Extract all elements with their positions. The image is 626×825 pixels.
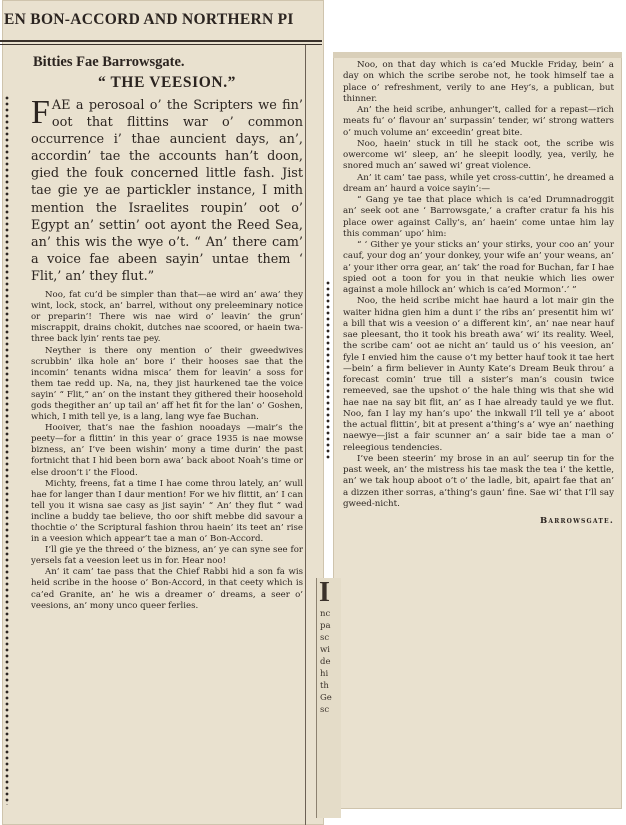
- paragraph: Noo, the heid scribe micht hae haurd a lot mair gin the waiter hidna gien him a dunt i’ the ribs an’ presentit him wi’ a bill that wis a veesion o’ a different kin’, an’ nae near hauf sae pleesant, tho it took his breath awa’ wi’ its reality. Weel, the scribe cam’ oot ae nicht an’ tauld us o’ his veesion, an’ fyle I envied him the cause o’t my better hauf took it tae hert—bein’ a firm believer in Aunty Kate’s Dream Beuk throu’ a forecast comin’ true till a sister’s man’s cousin twice remeeved, sae the upshot o’ the hale thing wis that she wid hae nae na say bit flit, an’ as I hae already tauld ye we flut. Noo, fan I lay my han’s upo’ the inkwall I’ll tell ye a’ aboot the actual flittin’, bit at present a’thing’s a’ wye an’ naething naewye—jist a fair scunner an’ a sair bide tae a man o’ releegious tendencies.: [343, 296, 614, 453]
- paragraph: Noo, fat cu’d be simpler than that—ae wird an’ awa’ they wint, lock, stock, an’ barrel, without ony preleeminary notice or preparin’! There wis nae wird o’ leavin’ the grun’ miscrappit, drains chokit, dutches nae scoored, or haein twa-three back lyin’ rents tae pey.: [31, 290, 303, 345]
- paragraph: Hooiver, that’s nae the fashion nooadays —mair’s the peety—for a flittin’ in this year o’ grace 1935 is nae mowse bizness, an’ I’ve been wishin’ mony a time durin’ the past fortnicht that I hid been born awa’ back aboot Noah’s time or else droon’t i’ the Flood.: [31, 423, 303, 478]
- paragraph: An’ it cam’ tae pass, while yet cross-cuttin’, he dreamed a dream an’ haurd a voice sayin’:—: [343, 172, 614, 194]
- sliver-line: sc: [320, 705, 330, 715]
- sliver-line: hi: [320, 669, 329, 679]
- column-rule: [305, 45, 306, 825]
- right-column: [343, 60, 614, 526]
- paragraph: Michty, freens, fat a time I hae come throu lately, an’ wull hae for langer than I daur mention! For we hiv flittit, an’ I can tell you it wisna sae casy as jist sayin’ “ An’ they flut ” wad incline a buddy tae believe, tho oor shift mebbe did savour a thochtie o’ the Scriptural fashion throu haein’ its teet an’ rise in a veesion which appear’t tae a man o’ Bon-Accord.: [31, 478, 303, 545]
- sliver-line: Ge: [320, 693, 332, 703]
- quoted-paragraph: “ Gang ye tae that place which is ca’ed Drumnadroggit an’ seek oot ane ‘ Barrowsgate,’ a crafter cratur fa his his place ower against Cally’s, an’ haein’ come untae him lay this comman’ upo’ him:: [343, 195, 614, 239]
- left-column: [31, 48, 303, 612]
- dotted-border-right: [325, 280, 331, 460]
- masthead-rule: [0, 44, 322, 45]
- article-headline: Bitties Fae Barrowsgate.: [33, 54, 185, 70]
- drop-cap: F: [31, 94, 50, 131]
- sliver-line: de: [320, 657, 331, 667]
- sliver-line: th: [320, 681, 329, 691]
- newspaper-masthead: [0, 0, 322, 42]
- quoted-paragraph: “ ‘ Gither ye your sticks an’ your stirks, your coo an’ your cauf, your dog an’ your donkey, your wife an’ your weans, an’ a’ your ither orra gear, an’ tak’ the road for Buchan, far I hae spied oot a toon for you in that neukie which lies ower against a mole hillock an’ which is ca’ed Mormon’.’ ”: [343, 240, 614, 295]
- adjacent-column-sliver: [316, 578, 341, 818]
- sliver-line: pa: [320, 621, 331, 631]
- sliver-initial: I: [319, 578, 330, 608]
- paragraph: Neyther is there ony mention o’ their gweedwives scrubbin’ ilka hole an’ bore i’ their hooses sae that the incomin’ tenants widna misca’ them for leavin’ a soss for them tae redd up. Na, na, they jist haurkened tae the voice sayin’ “ Flit,” an’ on the instant they githered their hoosehold gods thegither an’ up tail an’ aff het fit for the lan’ o’ Goshen, which, I mith tell ye, is a lang, lang wye fae Buchan.: [31, 345, 303, 423]
- sliver-line: nc: [320, 609, 331, 619]
- sliver-line: wi: [320, 645, 330, 655]
- paragraph: An’ the heid scribe, anhunger’t, called for a repast—rich meats fu’ o’ flavour an’ surpassin’ tender, wi’ strong watters o’ much volume an’ exceedin’ great bite.: [343, 105, 614, 138]
- paragraph: I’ll gie ye the threed o’ the bizness, an’ ye can syne see for yersels fat a veesion leet us in for. Hear noo!: [31, 545, 303, 567]
- masthead-text: EN BON-ACCORD AND NORTHERN PI: [4, 11, 294, 28]
- author-signoff: Barrowsgate.: [540, 516, 614, 526]
- paragraph: Noo, haein’ stuck in till he stack oot, the scribe wis owercome wi’ sleep, an’ he sleepit loodly, yea, verily, he snored much an’ sawed wi’ great violence.: [343, 138, 614, 172]
- sliver-line: sc: [320, 633, 330, 643]
- paragraph: Noo, on that day which is ca’ed Muckle Friday, bein’ a day on which the scribe serobe not, he took himself tae a place o’ refreshment, verily to ane Hey’s, a publican, but thinner.: [343, 60, 614, 104]
- paragraph: I’ve been steerin’ my brose in an aul’ seerup tin for the past week, an’ the mistress his tae mask the tea i’ the kettle, an’ we tak houp aboot o’t o’ the ladle, bit, apairt fae that an’ a dizzen ither sorras, a’thing’s gaun’ fine. Sae wi’ that I’ll say gweed-nicht.: [343, 453, 614, 509]
- article-subhead: “ THE VEESION.”: [97, 74, 237, 91]
- lead-paragraph: [31, 94, 303, 285]
- paragraph: An’ it cam’ tae pass that the Chief Rabbi hid a son fa wis heid scribe in the hoose o’ Bon-Accord, in that ceety which is ca’ed Granite, an’ he wis a dreamer o’ dreams, a seer o’ veesions, an’ mony unco queer ferlies.: [31, 567, 303, 611]
- torn-edge: [333, 52, 622, 58]
- dotted-border-left: [4, 95, 10, 805]
- lead-text: AE a perosoal o’ the Scripters we fin’ oot that flittins war o’ common occurrence i’ thae auncient days, an’, accordin’ tae the accounts han’t doon, gied the fouk concerned little fash. Jist tae gie ye ae partickler instance, I mith mention the Israelites roupin’ oot o’ Egypt an’ settin’ oot ayont the Reed Sea, an’ this wis the wye o’t. “ An’ there cam’ a voice fae abeen sayin’ untae them ‘ Flit,’ an’ they flut.”: [31, 98, 303, 284]
